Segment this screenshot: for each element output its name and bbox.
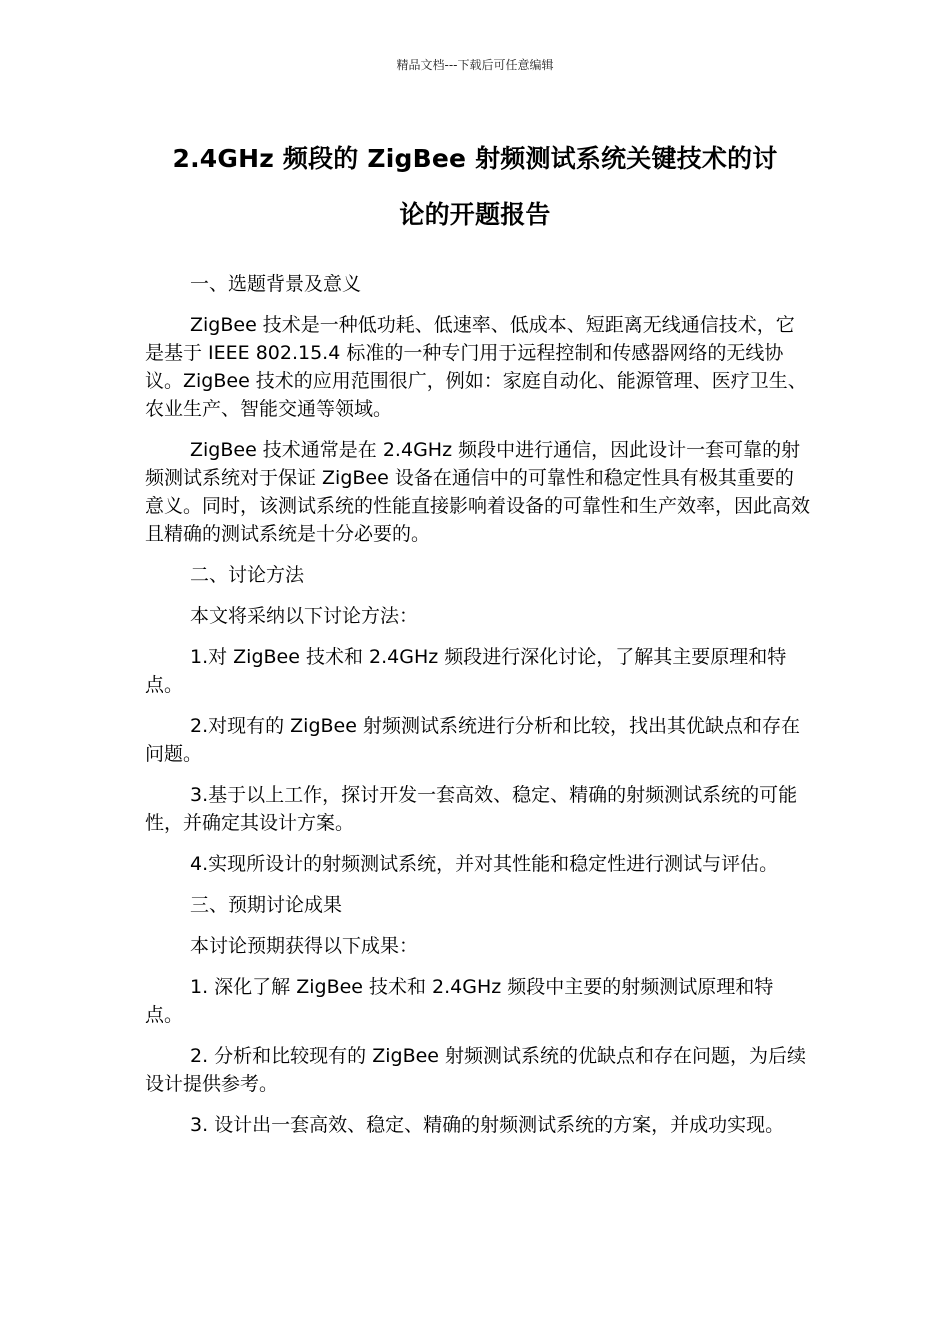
section-heading-outcomes: 三、预期讨论成果 [190,894,343,916]
title-line-1: 2.4GHz 频段的 ZigBee 射频测试系统关键技术的讨 [172,144,778,173]
methods-item-1: 1.对 ZigBee 技术和 2.4GHz 频段进行深化讨论，了解其主要原理和特点。 [145,646,787,696]
outcomes-item-3: 3. 设计出一套高效、稳定、精确的射频测试系统的方案，并成功实现。 [190,1114,785,1136]
methods-item-4: 4.实现所设计的射频测试系统，并对其性能和稳定性进行测试与评估。 [190,853,779,875]
section-heading-background: 一、选题背景及意义 [190,273,362,295]
paragraph-background-1: ZigBee 技术是一种低功耗、低速率、低成本、短距离无线通信技术，它是基于 IEEE 802.15.4 标准的一种专门用于远程控制和传感器网络的无线协议。ZigBee 技术的应用范围很广，例如：家庭自动化、能源管理、医疗卫生、农业生产、智能交通等领域。 [145,314,807,420]
section-heading-methods: 二、讨论方法 [190,564,305,586]
paragraph-background-2: ZigBee 技术通常是在 2.4GHz 频段中进行通信，因此设计一套可靠的射频测试系统对于保证 ZigBee 设备在通信中的可靠性和稳定性具有极其重要的意义。同时，该测试系统的性能直接影响着设备的可靠性和生产效率，因此高效且精确的测试系统是十分必要的。 [145,439,811,545]
paragraph-outcomes-intro: 本讨论预期获得以下成果： [190,935,419,957]
paragraph-methods-intro: 本文将采纳以下讨论方法： [190,605,419,627]
methods-item-2: 2.对现有的 ZigBee 射频测试系统进行分析和比较，找出其优缺点和存在问题。 [145,715,800,765]
outcomes-item-2: 2. 分析和比较现有的 ZigBee 射频测试系统的优缺点和存在问题，为后续设计提供参考。 [145,1045,807,1095]
methods-item-3: 3.基于以上工作，探讨开发一套高效、稳定、精确的射频测试系统的可能性，并确定其设计方案。 [145,784,798,834]
page-header: 精品文档---下载后可任意编辑 [396,58,554,72]
document-body [145,270,810,1152]
title-line-2: 论的开题报告 [399,200,551,229]
outcomes-item-1: 1. 深化了解 ZigBee 技术和 2.4GHz 频段中主要的射频测试原理和特点。 [145,976,774,1026]
document-title [145,131,805,243]
